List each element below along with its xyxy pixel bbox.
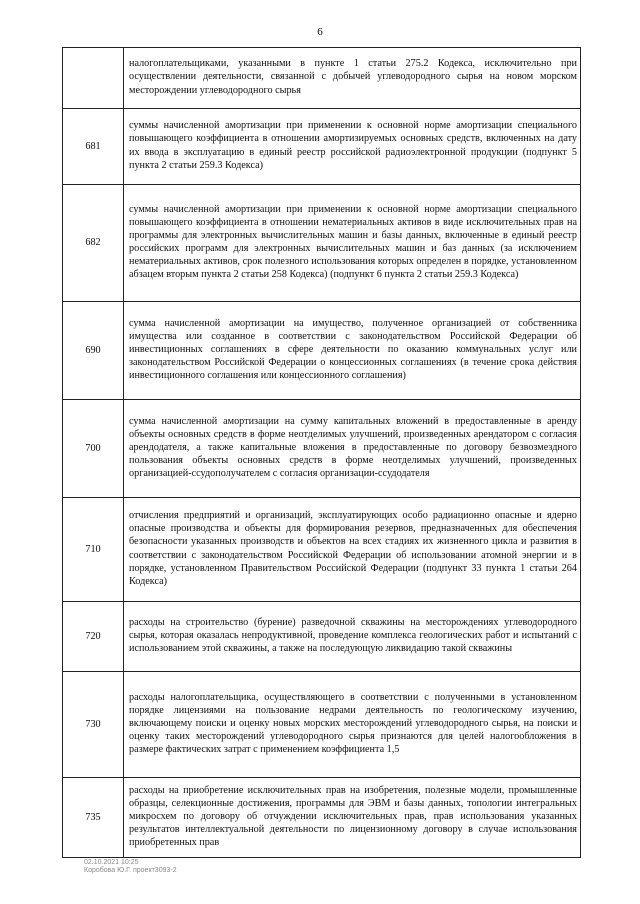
row-description: суммы начисленной амортизации при применении к основной норме амортизации специального повышающего коэффициента в отношении амортизируемых основных средств, включенных на дату их ввода в эксплуатацию в единый реестр российской радиоэлектронной продукции (подпункт 5 пункта 2 статьи 259.3 Кодекса) bbox=[124, 109, 581, 185]
row-code: 690 bbox=[63, 302, 124, 400]
row-code: 730 bbox=[63, 672, 124, 778]
table-row bbox=[63, 672, 581, 778]
table-row bbox=[63, 602, 581, 672]
document-footer bbox=[84, 859, 177, 875]
page-number: 6 bbox=[317, 26, 323, 38]
row-code: 735 bbox=[63, 778, 124, 858]
table-row bbox=[63, 48, 581, 109]
row-description: суммы начисленной амортизации при применении к основной норме амортизации специального повышающего коэффициента в отношении нематериальных активов в виде исключительных прав на программы для электронных вычислительных машин и базы данных, включенные в единый реестр российских программ для электронных вычислительных машин и баз данных (за исключением нематериальных активов, срок полезного использования которых определен в порядке, установленном абзацем вторым пункта 2 статьи 258 Кодекса) (подпункт 6 пункта 2 статьи 259.3 Кодекса) bbox=[124, 185, 581, 302]
table-row bbox=[63, 302, 581, 400]
row-description: налогоплательщиками, указанными в пункте 1 статьи 275.2 Кодекса, исключительно при осуществлении деятельности, связанной с добычей углеводородного сырья на новом морском месторождении углеводородного сырья bbox=[124, 48, 581, 109]
income-codes-table bbox=[62, 47, 581, 858]
row-description: сумма начисленной амортизации на имущество, полученное организацией от собственника имущества или созданное в соответствии с законодательством Российской Федерации об инвестиционных соглашениях в сфере деятельности по оказанию коммунальных услуг или законодательством Российской Федерации о концессионных соглашениях (в течение срока действия инвестиционного соглашения или концессионного соглашения) bbox=[124, 302, 581, 400]
row-code bbox=[63, 48, 124, 109]
row-description: сумма начисленной амортизации на сумму капитальных вложений в предоставленные в аренду объекты основных средств в форме неотделимых улучшений, произведенных арендатором с согласия арендодателя, а также капитальные вложения в предоставленные по договору безвозмездного пользования объекты основных средств в форме неотделимых улучшений, произведенных организацией-ссудополучателем с согласия организации-ссудодателя bbox=[124, 400, 581, 498]
row-code: 681 bbox=[63, 109, 124, 185]
row-code: 720 bbox=[63, 602, 124, 672]
row-code: 710 bbox=[63, 498, 124, 602]
footer-timestamp: 02.10.2021 10:25 bbox=[84, 859, 139, 866]
table-row bbox=[63, 109, 581, 185]
row-description: расходы на строительство (бурение) разведочной скважины на месторождениях углеводородного сырья, которая оказалась непродуктивной, проведение комплекса геологических работ и испытаний с использованием этой скважины, а также на последующую ликвидацию такой скважины bbox=[124, 602, 581, 672]
row-description: расходы на приобретение исключительных прав на изобретения, полезные модели, промышленные образцы, селекционные достижения, программы для ЭВМ и базы данных, топологии интегральных микросхем по договору об отчуждении исключительных прав, прав использования указанных результатов интеллектуальной деятельности по лицензионному договору в случае использования приобретенных прав bbox=[124, 778, 581, 858]
footer-author: Коробова Ю.Г. проект3093-2 bbox=[84, 867, 177, 874]
table-row bbox=[63, 498, 581, 602]
row-code: 700 bbox=[63, 400, 124, 498]
row-description: расходы налогоплательщика, осуществляющего в соответствии с полученными в установленном порядке лицензиями на пользование недрами деятельность по геологическому изучению, включающему поиски и оценку новых морских месторождений углеводородного сырья, на поиски и оценку таких месторождений углеводородного сырья признаются для целей налогообложения в размере фактических затрат с применением коэффициента 1,5 bbox=[124, 672, 581, 778]
table-row bbox=[63, 778, 581, 858]
table-row bbox=[63, 185, 581, 302]
row-description: отчисления предприятий и организаций, эксплуатирующих особо радиационно опасные и ядерно опасные производства и объекты для формирования резервов, предназначенных для обеспечения безопасности указанных производств и объектов на всех стадиях их жизненного цикла и развития в соответствии с законодательством Российской Федерации об использовании атомной энергии и в порядке, установленном Правительством Российской Федерации (подпункт 33 пункта 1 статьи 264 Кодекса) bbox=[124, 498, 581, 602]
table-row bbox=[63, 400, 581, 498]
row-code: 682 bbox=[63, 185, 124, 302]
